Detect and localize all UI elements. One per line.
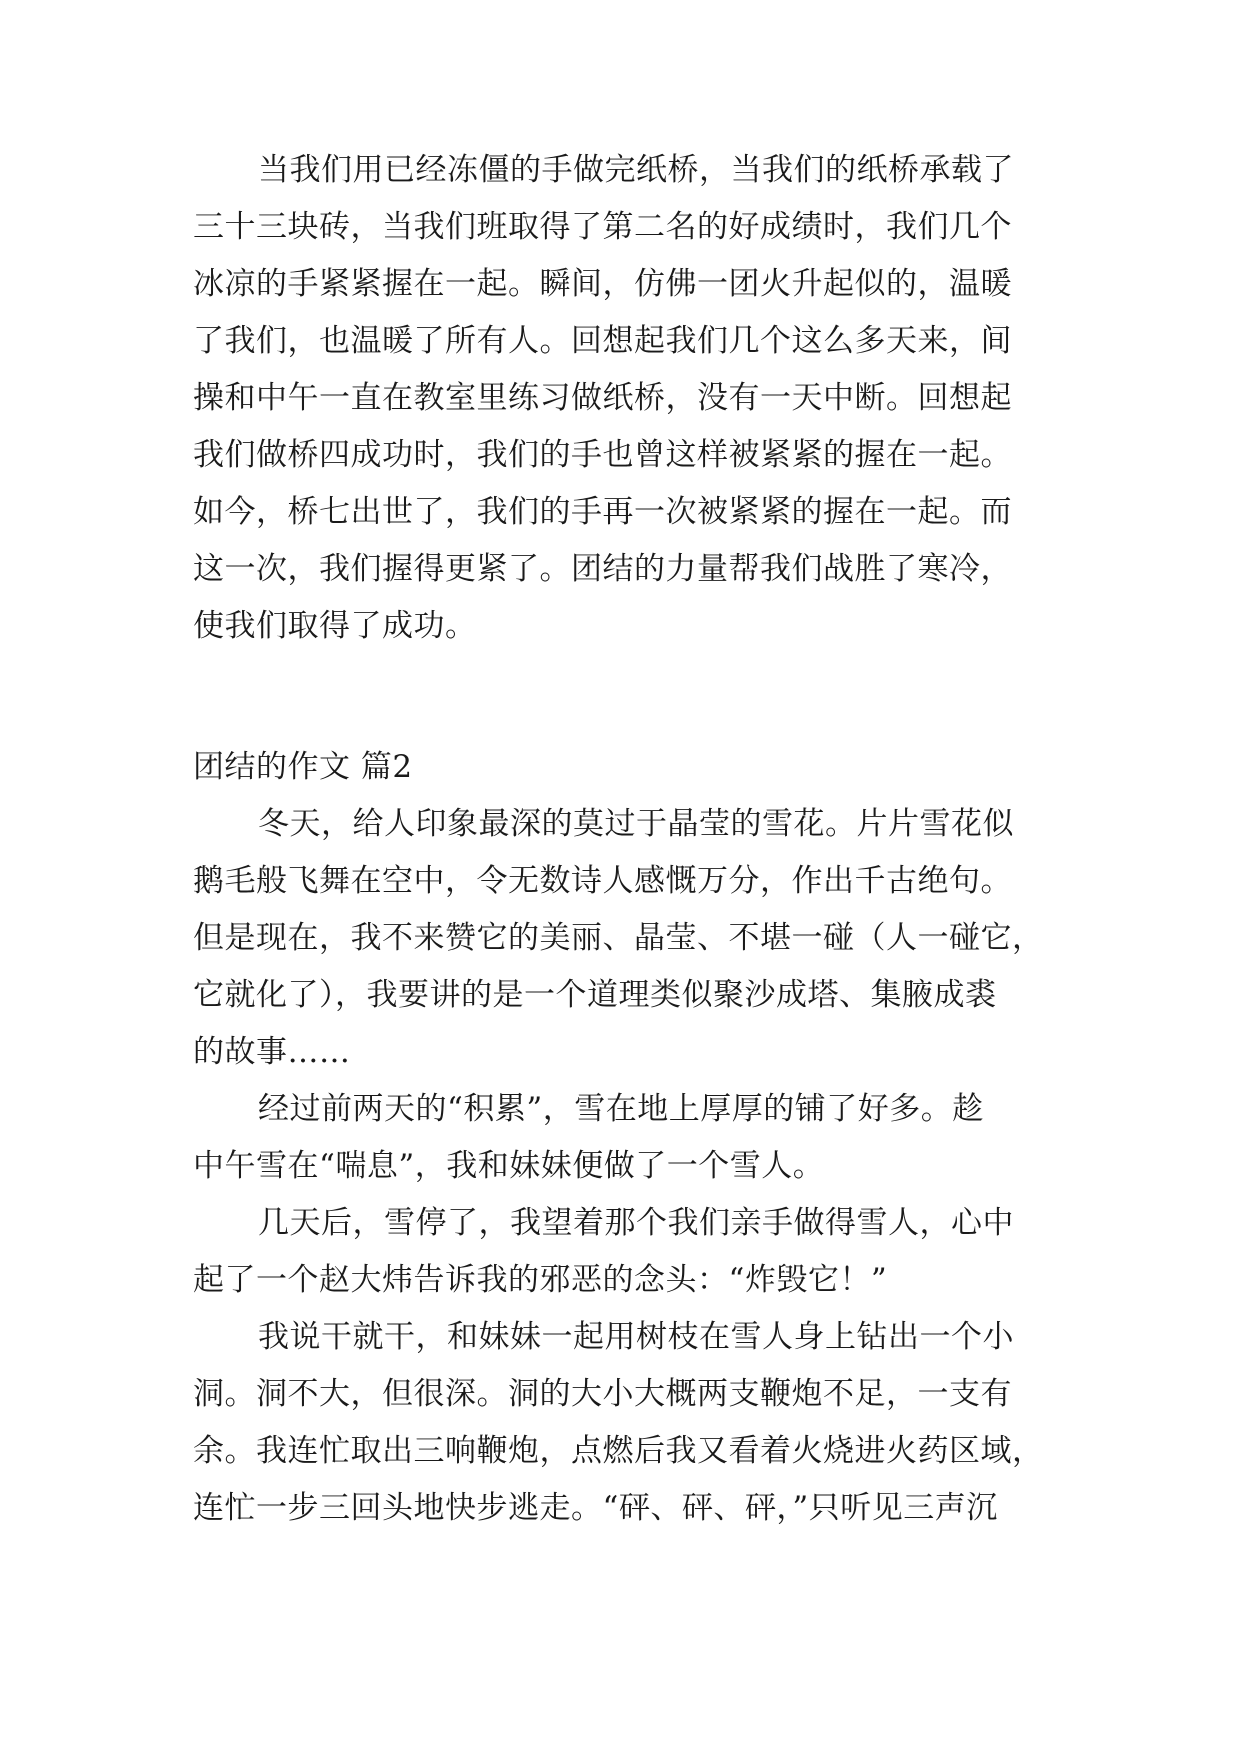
paragraph-line: 的故事…… <box>193 1034 351 1070</box>
paragraph-line: 余。我连忙取出三响鞭炮，点燃后我又看着火烧进火药区域， <box>193 1433 1044 1469</box>
paragraph-line: 中午雪在“喘息”，我和妹妹便做了一个雪人。 <box>193 1148 825 1184</box>
paragraph-line: 连忙一步三回头地快步逃走。“砰、砰、砰，”只听见三声沉 <box>193 1490 998 1526</box>
paragraph-line: 如今，桥七出世了，我们的手再一次被紧紧的握在一起。而 <box>193 494 1012 530</box>
section-heading: 团结的作文 篇2 <box>193 749 413 785</box>
paragraph-line: 三十三块砖，当我们班取得了第二名的好成绩时，我们几个 <box>193 209 1012 245</box>
paragraph-line: 操和中午一直在教室里练习做纸桥，没有一天中断。回想起 <box>193 380 1012 416</box>
paragraph-line: 我说干就干，和妹妹一起用树枝在雪人身上钻出一个小 <box>258 1319 1014 1355</box>
paragraph-line: 洞。洞不大，但很深。洞的大小大概两支鞭炮不足，一支有 <box>193 1376 1012 1412</box>
paragraph-line: 几天后，雪停了，我望着那个我们亲手做得雪人，心中 <box>258 1205 1014 1241</box>
paragraph-line: 这一次，我们握得更紧了。团结的力量帮我们战胜了寒冷， <box>193 551 1012 587</box>
paragraph-line: 经过前两天的“积累”，雪在地上厚厚的铺了好多。趁 <box>258 1091 984 1127</box>
paragraph-line: 使我们取得了成功。 <box>193 608 477 644</box>
paragraph-line: 起了一个赵大炜告诉我的邪恶的念头：“炸毁它！” <box>193 1262 888 1298</box>
paragraph-line: 冬天，给人印象最深的莫过于晶莹的雪花。片片雪花似 <box>258 806 1014 842</box>
paragraph-line: 我们做桥四成功时，我们的手也曾这样被紧紧的握在一起。 <box>193 437 1012 473</box>
paragraph-line: 冰凉的手紧紧握在一起。瞬间，仿佛一团火升起似的，温暖 <box>193 266 1012 302</box>
paragraph-line: 了我们，也温暖了所有人。回想起我们几个这么多天来，间 <box>193 323 1012 359</box>
paragraph-line: 鹅毛般飞舞在空中，令无数诗人感慨万分，作出千古绝句。 <box>193 863 1012 899</box>
paragraph-line: 但是现在，我不来赞它的美丽、晶莹、不堪一碰（人一碰它， <box>193 920 1044 956</box>
paragraph-line: 它就化了），我要讲的是一个道理类似聚沙成塔、集腋成裘 <box>193 977 997 1013</box>
paragraph-line: 当我们用已经冻僵的手做完纸桥，当我们的纸桥承载了 <box>258 152 1014 188</box>
